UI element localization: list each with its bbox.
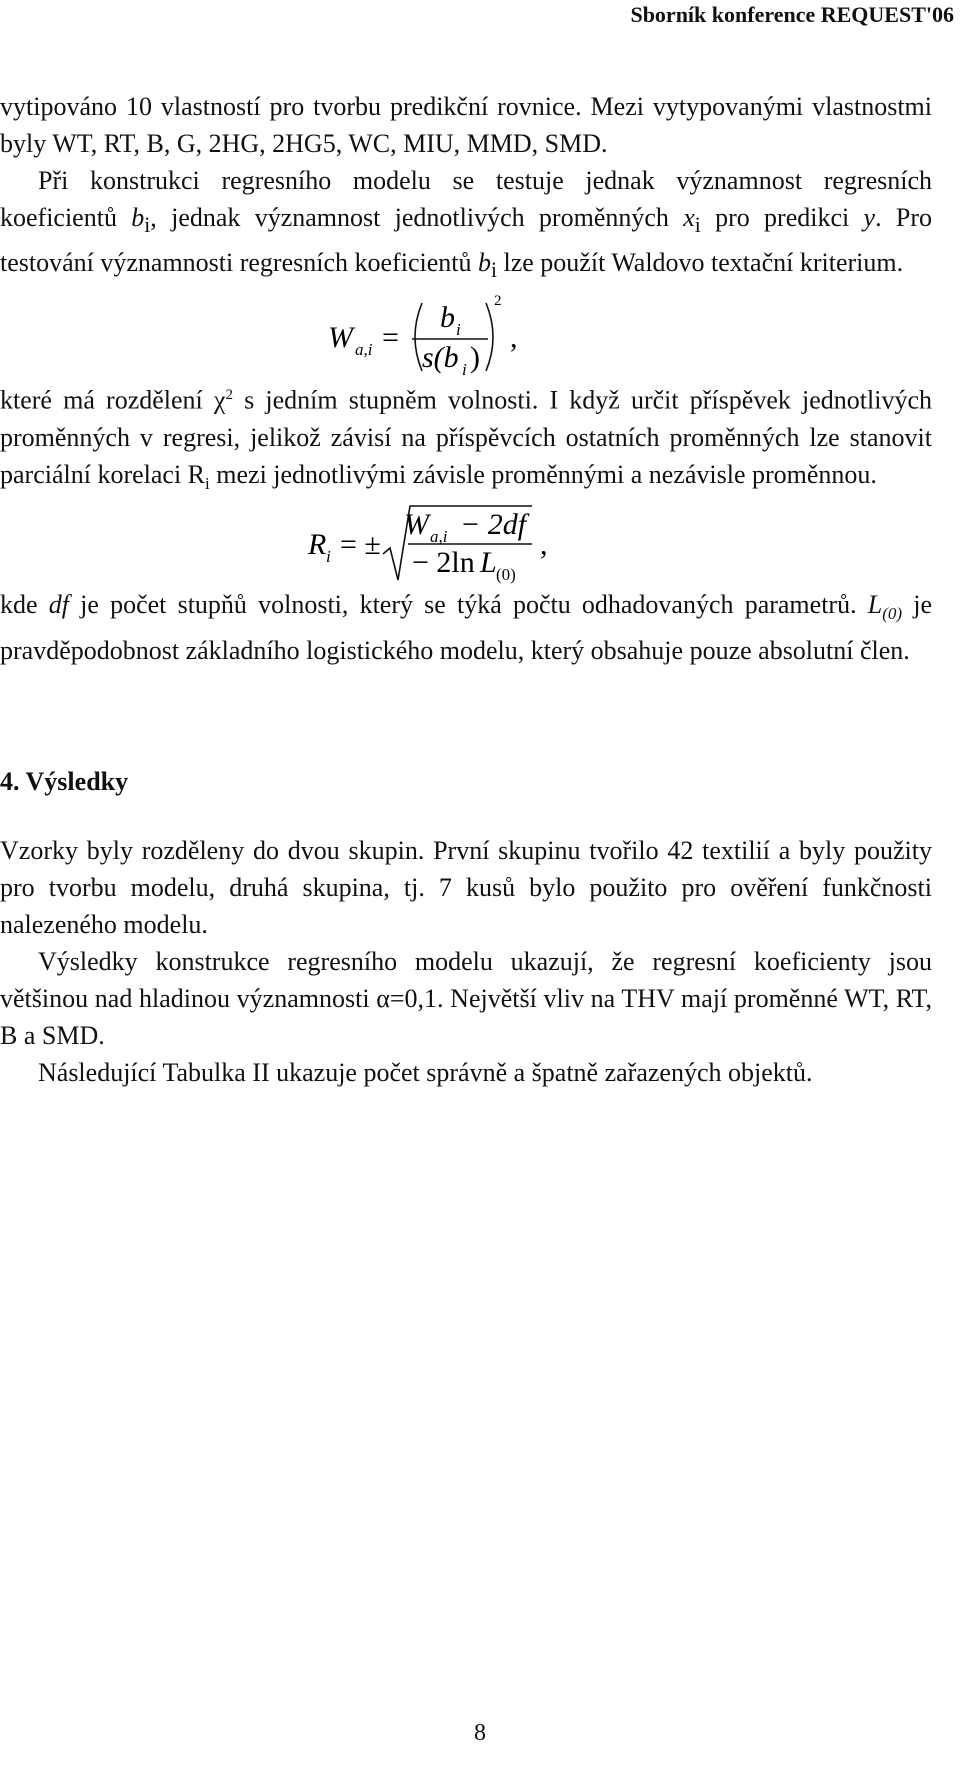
eq1-comma: ,	[510, 321, 518, 355]
paragraph-table-ref: Následující Tabulka II ukazuje počet správně a špatně zařazených objektů.	[38, 1058, 813, 1088]
running-header: Sborník konference REQUEST'06	[630, 2, 954, 27]
eq1-b: b	[440, 301, 455, 335]
eq2-L-sub: (0)	[496, 565, 516, 585]
paragraph-intro: vytipováno 10 vlastností pro tvorbu predikční rovnice. Mezi vytypovanými vlastnostmi byly WT, RT, B, G, 2HG, 2HG5, WC, MIU, MMD, SMD.	[0, 92, 932, 158]
eq1-W-sub: a,i	[355, 340, 373, 360]
eq1-W: W	[328, 321, 353, 355]
paragraph-samples: Vzorky byly rozděleny do dvou skupin. První skupinu tvořilo 42 textilií a byly použity pro tvorbu modelu, druhá skupina, tj. 7 kusů bylo použito pro ověření funkčnosti nalezeného modelu.	[0, 836, 932, 940]
text-run: . Pro testování významnosti regresních koeficientů	[0, 203, 933, 278]
text-run: , jednak významnost jednotlivých proměnných	[150, 203, 684, 232]
eq2-equals-pm: = ±	[340, 528, 381, 562]
page-body	[0, 88, 932, 1091]
eq1-power: 2	[494, 293, 502, 310]
paragraph-model-testing	[0, 162, 932, 289]
eq2-W-sub: a,i	[430, 527, 448, 547]
partial-correlation-svg	[0, 502, 932, 584]
eq2-R-sub: i	[326, 547, 331, 567]
var-b: b	[131, 203, 145, 232]
paragraph-df	[0, 586, 932, 669]
eq2-R: R	[308, 528, 327, 562]
eq2-den: − 2ln	[412, 546, 475, 580]
sub-0: (0)	[882, 604, 903, 624]
text-run: které má rozdělení χ	[0, 386, 226, 416]
text-run: lze použít Waldovo textační kriterium.	[497, 248, 904, 278]
eq1-equals: =	[382, 321, 399, 355]
var-b: b	[477, 248, 491, 278]
sub-i: i	[490, 258, 497, 283]
page-number: 8	[474, 1720, 486, 1746]
text-run: pro predikci	[700, 203, 864, 232]
sub-i: i	[144, 213, 151, 238]
var-df: df	[48, 590, 69, 620]
eq2-W: W	[404, 508, 429, 542]
eq2-minus-2df: − 2df	[460, 508, 527, 542]
paragraph-distribution	[0, 377, 932, 502]
sub-i: i	[694, 213, 701, 238]
var-y: y	[863, 203, 876, 232]
eq2-comma: ,	[540, 528, 548, 562]
sub-i: i	[205, 474, 210, 494]
text-run: Při konstrukci regresního modelu se testuje jednak významnost regresních koeficientů	[0, 166, 932, 232]
partial-correlation-equation	[0, 502, 932, 584]
wald-equation	[0, 289, 932, 375]
left-paren	[415, 303, 422, 371]
text-run: kde	[0, 590, 49, 620]
text-run: mezi jednotlivými závisle proměnnými a nezávisle proměnnou.	[209, 460, 877, 490]
text-run: je pravděpodobnost základního logistického modelu, který obsahuje pouze absolutní člen.	[0, 590, 933, 666]
paragraph-results: Výsledky konstrukce regresního modelu ukazují, že regresní koeficienty jsou většinou nad hladinou významnosti α=0,1. Největší vliv na THV mají proměnné WT, RT, B a SMD.	[0, 947, 932, 1051]
eq2-L: L	[480, 546, 497, 580]
eq1-b-sub: i	[456, 320, 461, 340]
text-run: je počet stupňů volnosti, který se týká počtu odhadovaných parametrů.	[68, 590, 868, 620]
sup-2: 2	[225, 387, 233, 404]
wald-equation-svg	[0, 289, 932, 375]
right-paren	[486, 303, 493, 371]
eq1-close: )	[470, 341, 480, 375]
var-L: L	[867, 590, 883, 620]
section-heading: 4. Výsledky	[0, 767, 129, 797]
text-run: s jedním stupněm volnosti. I když určit příspěvek jednotlivých proměnných v regresi, jelikož závisí na příspěvcích ostatních proměnných lze stanovit parciální korelaci R	[0, 386, 932, 490]
eq1-s: s(b	[422, 341, 459, 375]
eq1-s-sub: i	[462, 360, 467, 376]
var-x: x	[683, 203, 695, 232]
